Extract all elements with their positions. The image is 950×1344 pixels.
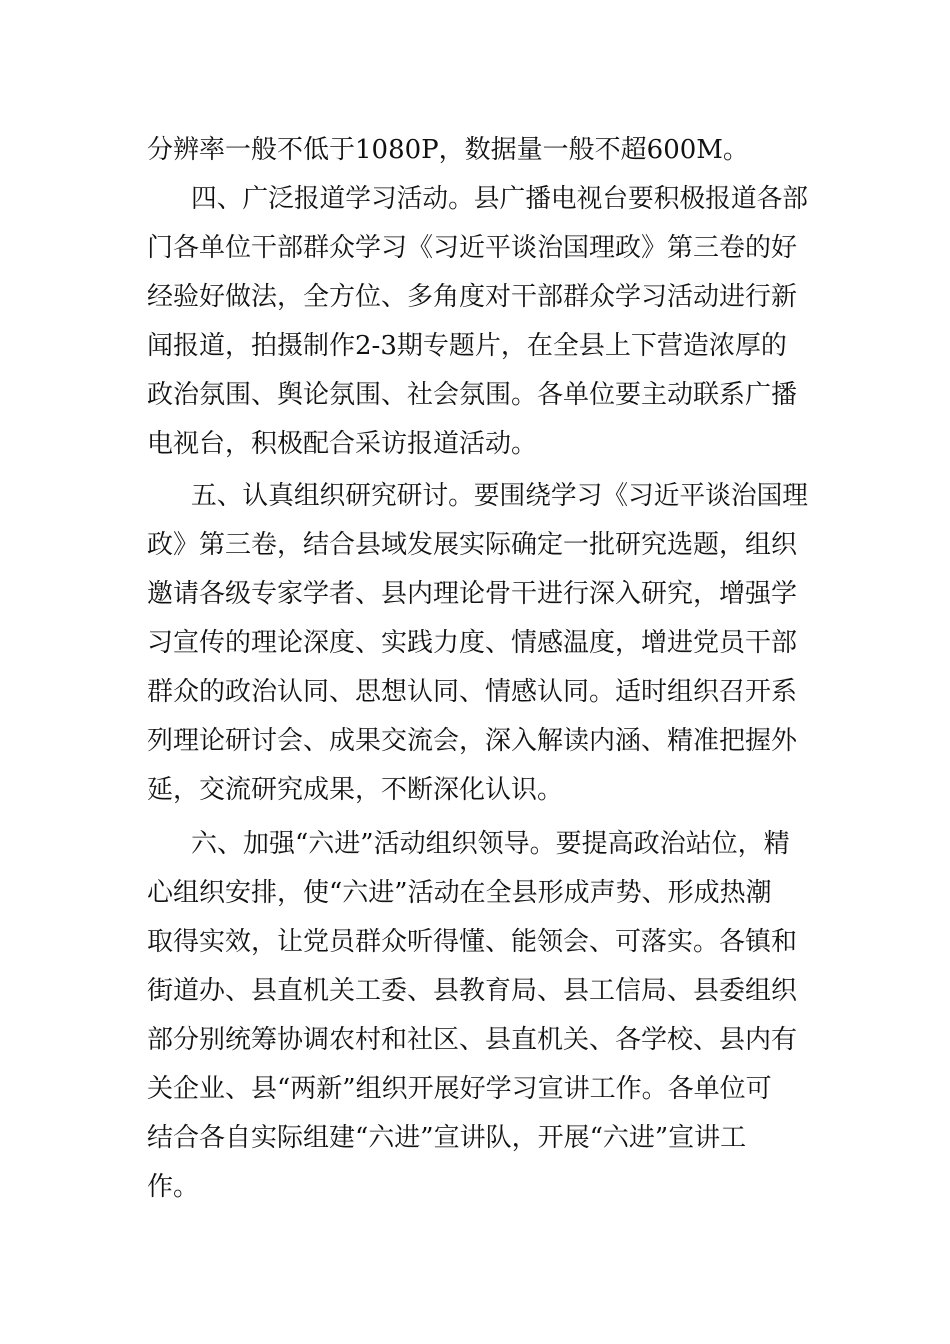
text-line: 政》第三卷，结合县域发展实际确定一批研究选题，组织 <box>147 530 798 560</box>
text-line: 作。 <box>147 1172 200 1202</box>
text-line: 门各单位干部群众学习《习近平谈治国理政》第三卷的好 <box>147 233 798 263</box>
text-line: 结合各自实际组建“六进”宣讲队，开展“六进”宣讲工 <box>147 1123 747 1153</box>
text-line: 关企业、县“两新”组织开展好学习宣讲工作。各单位可 <box>147 1074 772 1104</box>
text-line: 街道办、县直机关工委、县教育局、县工信局、县委组织 <box>147 976 798 1006</box>
text-line: 邀请各级专家学者、县内理论骨干进行深入研究，增强学 <box>147 579 798 609</box>
text-line: 列理论研讨会、成果交流会，深入解读内涵、精准把握外 <box>147 726 798 756</box>
text-line: 群众的政治认同、思想认同、情感认同。适时组织召开系 <box>147 677 798 707</box>
text-line: 习宣传的理论深度、实践力度、情感温度，增进党员干部 <box>147 628 798 658</box>
text-line: 延，交流研究成果，不断深化认识。 <box>147 775 564 805</box>
text-line: 部分别统筹协调农村和社区、县直机关、各学校、县内有 <box>147 1025 798 1055</box>
text-line: 四、广泛报道学习活动。县广播电视台要积极报道各部 <box>191 184 809 214</box>
text-line: 闻报道，拍摄制作2-3期专题片，在全县上下营造浓厚的 <box>147 331 787 361</box>
text-line: 经验好做法，全方位、多角度对干部群众学习活动进行新 <box>147 282 798 312</box>
text-line: 五、认真组织研究研讨。要围绕学习《习近平谈治国理 <box>191 481 809 511</box>
text-line: 电视台，积极配合采访报道活动。 <box>147 429 538 459</box>
text-line: 六、加强“六进”活动组织领导。要提高政治站位，精 <box>191 829 790 859</box>
text-line: 政治氛围、舆论氛围、社会氛围。各单位要主动联系广播 <box>147 380 798 410</box>
text-line: 分辨率一般不低于1080P，数据量一般不超600M。 <box>147 135 749 165</box>
text-line: 取得实效，让党员群众听得懂、能领会、可落实。各镇和 <box>147 927 798 957</box>
text-line: 心组织安排，使“六进”活动在全县形成声势、形成热潮 <box>147 878 772 908</box>
